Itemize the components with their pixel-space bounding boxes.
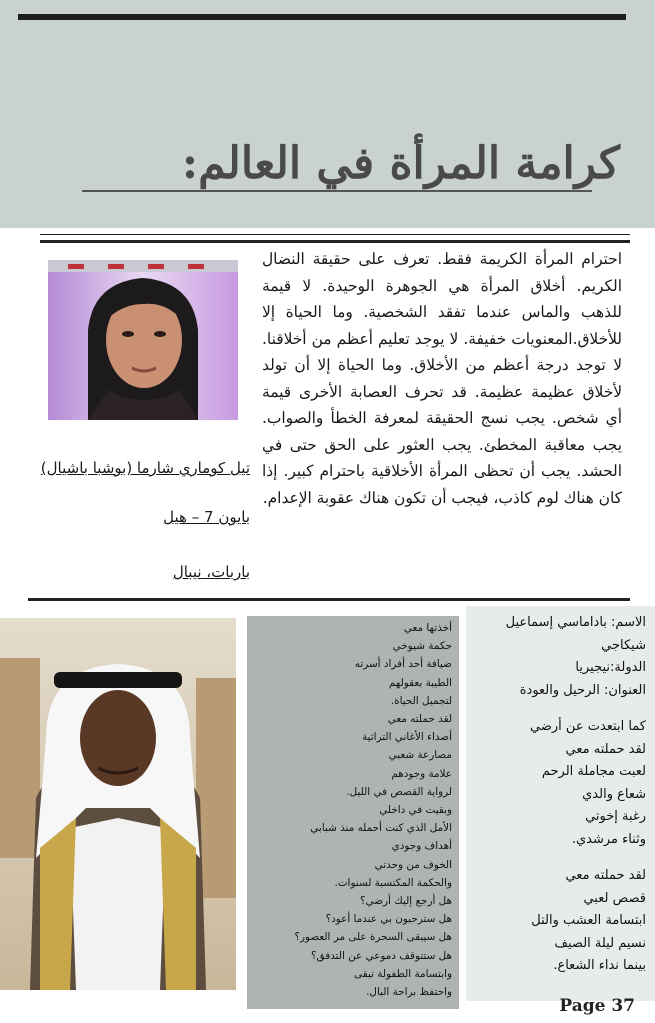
title-underline [82,190,592,192]
poem-line: ابتسامة العشب والتل [531,913,646,928]
poem-line: شعاع والدي [582,786,646,802]
poem-line: رغبة إخوتي [585,809,646,824]
right-poem-text [470,612,646,978]
poem-line: أصداء الأغاني التراثية [362,731,452,744]
poem-header-info [470,612,646,702]
author-name: تيل كوماري شارما (بوشبا باشيال) [40,459,250,477]
poem-line: هل سيبقى السحرة على مر العصور؟ [294,931,452,944]
poem-line: حكمة شيوخي [392,640,452,653]
poem-line: وابتسامة الطفولة تبقى [354,967,452,980]
poem-line: لقد حملته معي [565,741,646,757]
poem-line: أهداف وجودي [391,840,452,853]
poem-line: الخوف من وحدتي [374,858,452,871]
poem-line: هل ستتوقف دموعي عن التدفق؟ [311,949,452,962]
poem-line: هل أرجع إليك أرضي؟ [360,895,452,908]
poem-line: بينما نداء الشعاع. [553,958,646,973]
poem-info-line: الاسم: باداماسي إسماعيل شيكاجي [505,615,646,653]
middle-poem-text [252,619,452,1001]
author-location-line1: بايون 7 – هيل [163,508,250,526]
section-rule-thick [40,240,630,243]
author-location-line2: باربات، نيبال [172,563,250,581]
poem-line: واحتفظ براحة البال. [366,986,452,999]
poem-line: مصارعة شعبي [388,749,452,762]
poem-line: علامة وجودهم [391,767,452,780]
bottom-rule [28,598,630,601]
section-rule-thin [40,234,630,235]
poem-info-line: الدولة:نيجيريا [575,660,646,675]
poem-line: لرواية القصص في الليل. [346,785,452,798]
poem-line: أخذتها معي [403,622,452,634]
poem-stanza-2 [470,865,646,978]
top-rule [18,14,626,20]
page-number: Page 37 [559,996,635,1016]
page-title: كرامة المرأة في العالم: [181,138,620,189]
poem-stanza-1 [470,716,646,851]
poem-line: نسيم ليلة الصيف [554,935,646,951]
poem-line: لعبت مجاملة الرحم [541,764,646,779]
poem-line: والحكمة المكتسبة لسنوات. [334,876,452,889]
poem-line: لقد حملته معي [565,868,646,883]
author-photo [48,260,238,420]
poem-line: كما ابتعدت عن أرضي [530,719,646,734]
poet-photo [0,618,236,990]
poem-line: الأمل الذي كنت أحمله منذ شبابي [310,822,452,835]
poem-info-line: العنوان: الرحيل والعودة [519,682,646,698]
poem-line: لقد حملته معي [387,713,452,726]
poem-line: الطيبة بعقولهم [388,676,452,689]
poem-line: لتجميل الحياة. [390,694,452,707]
header-band [0,0,655,228]
poem-line: قصص لعبي [583,890,646,906]
article-body: احترام المرأة الكريمة فقط. تعرف على حقيقة النضال الكريم. أخلاق المرأة هي الجوهرة الوحيدة. لا قيمة للذهب والماس عندما تفقد الشخصية. وما الحياة إلا للأخلاق.المعنويات خفيفة. لا يوجد تعليم أعظم من أخلاقنا. لا توجد درجة أعظم من الأخلاق. وما الحياة إلا أن تولد لأخلاق عظيمة عظيمة. قد تحرف العصابة الأخرى قيمة أي شخص. يجب نسج الحقيقة لمعرفة الخطأ والصواب. يجب معاقبة المخطئ. يجب العثور على الحق حتى في الحشد. يجب أن تحظى المرأة الأخلاقية باحترام كبير. إذا كان هناك لوم كاذب، فيجب أن تكون هناك عقوبة الإعدام. [262,250,622,507]
poem-line: هل سترحبون بي عندما أعود؟ [325,913,452,926]
poem-line: وثناء مرشدي. [571,831,646,847]
poem-line: وبقيت في داخلي [379,804,452,817]
poem-line: ضيافة أحد أفراد أسرته [354,658,452,671]
